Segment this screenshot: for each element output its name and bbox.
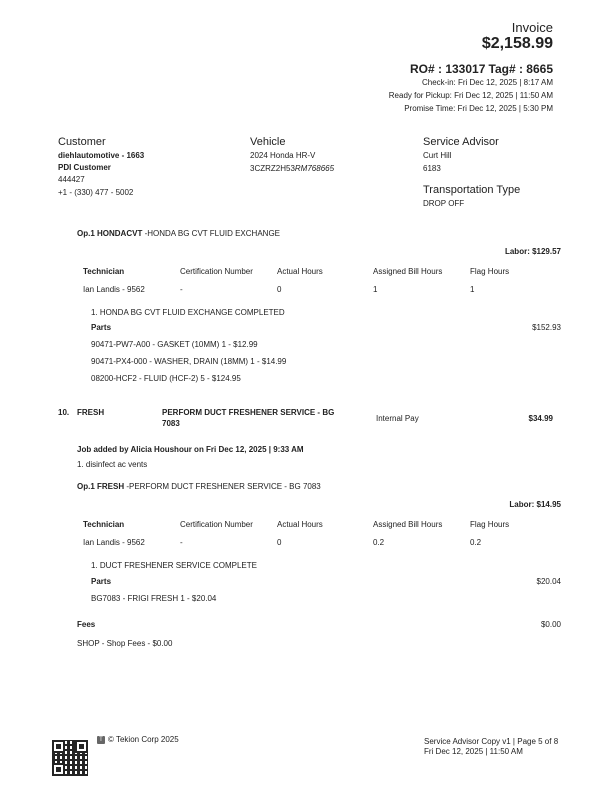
job10-note: 1. disinfect ac vents [77,460,148,469]
op2-row-flag: 0.2 [470,538,482,547]
op2-title [77,482,321,491]
footer-printed: Fri Dec 12, 2025 | 11:50 AM [424,747,523,756]
fees-line: SHOP - Shop Fees - $0.00 [77,639,173,648]
vehicle-vin [250,164,334,173]
vin-prefix: 3CZRZ2H53 [250,164,295,173]
job10-added-by: Job added by Alicia Houshour on Fri Dec 12, 2025 | 9:33 AM [77,445,304,454]
op1-row-cert: - [180,285,183,294]
customer-phone: +1 - (330) 477 - 5002 [58,188,134,197]
customer-heading: Customer [58,136,106,148]
op1-col-cert: Certification Number [180,267,253,276]
op1-part: 90471-PW7-A00 - GASKET (10MM) 1 - $12.99 [91,340,258,349]
fees-total: $0.00 [540,620,561,629]
vehicle-heading: Vehicle [250,136,286,148]
customer-type: PDI Customer [58,163,111,172]
transport-value: DROP OFF [423,199,465,208]
customer-name: diehlautomotive - 1663 [58,151,145,160]
op1-part: 08200-HCF2 - FLUID (HCF-2) 5 - $124.95 [91,374,241,383]
ro-number: RO# : 133017 [410,62,486,76]
vin-suffix: RM768665 [294,164,335,173]
op2-row-assigned: 0.2 [373,538,385,547]
advisor-id: 6183 [423,164,441,173]
tekion-logo-icon: T [97,736,105,744]
op2-col-flag: Flag Hours [470,520,510,529]
op2-col-cert: Certification Number [180,520,253,529]
tag-number: Tag# : 8665 [488,62,553,76]
op2-part: BG7083 - FRIGI FRESH 1 - $20.04 [91,594,217,603]
op1-row-technician: Ian Landis - 9562 [83,285,145,294]
qr-code [52,740,88,776]
job10-desc-2: 7083 [162,419,180,428]
op2-row-actual: 0 [277,538,282,547]
op2-row-cert: - [180,538,183,547]
job10-code: FRESH [77,408,105,417]
op1-col-flag: Flag Hours [470,267,510,276]
op2-parts-total: $20.04 [536,577,561,586]
invoice-total: $2,158.99 [481,35,553,52]
promise-time: Promise Time: Fri Dec 12, 2025 | 5:30 PM [404,104,553,113]
vehicle-model: 2024 Honda HR-V [250,151,316,160]
footer-copyright: © Tekion Corp 2025 [108,735,179,744]
op1-col-assigned: Assigned Bill Hours [373,267,443,276]
job10-desc-1: PERFORM DUCT FRESHENER SERVICE - BG [162,408,335,417]
op1-row-assigned: 1 [373,285,378,294]
op2-parts-label: Parts [91,577,112,586]
op2-label: Op.1 FRESH [77,482,125,491]
op2-col-technician: Technician [83,520,125,529]
op2-row-technician: Ian Landis - 9562 [83,538,145,547]
op1-row-actual: 0 [277,285,282,294]
footer-copy-info: Service Advisor Copy v1 | Page 5 of 8 [424,737,559,746]
op1-title [77,229,280,238]
transport-heading: Transportation Type [423,184,521,196]
ready-time: Ready for Pickup: Fri Dec 12, 2025 | 11:50 AM [388,91,553,100]
op1-parts-total: $152.93 [532,323,561,332]
op1-label: Op.1 HONDACVT [77,229,143,238]
job10-number: 10. [58,408,70,417]
op2-col-assigned: Assigned Bill Hours [373,520,443,529]
op1-col-actual: Actual Hours [277,267,323,276]
op2-desc: -PERFORM DUCT FRESHENER SERVICE - BG 7083 [124,482,321,491]
checkin-time: Check-in: Fri Dec 12, 2025 | 8:17 AM [421,78,553,87]
op2-labor: Labor: $14.95 [509,500,561,509]
op1-labor: Labor: $129.57 [504,247,561,256]
customer-id: 444427 [58,175,85,184]
advisor-heading: Service Advisor [423,136,499,148]
op1-desc: -HONDA BG CVT FLUID EXCHANGE [142,229,280,238]
advisor-name: Curt Hill [423,151,452,160]
op1-parts-label: Parts [91,323,112,332]
job10-amount: $34.99 [528,414,553,423]
op1-part: 90471-PX4-000 - WASHER, DRAIN (18MM) 1 - $14.99 [91,357,287,366]
op1-completed: 1. HONDA BG CVT FLUID EXCHANGE COMPLETED [91,308,285,317]
op1-row-flag: 1 [470,285,475,294]
op1-col-technician: Technician [83,267,125,276]
op2-col-actual: Actual Hours [277,520,323,529]
invoice-title: Invoice [511,20,553,35]
job10-pay: Internal Pay [376,414,419,423]
fees-label: Fees [77,620,96,629]
op2-completed: 1. DUCT FRESHENER SERVICE COMPLETE [91,561,257,570]
